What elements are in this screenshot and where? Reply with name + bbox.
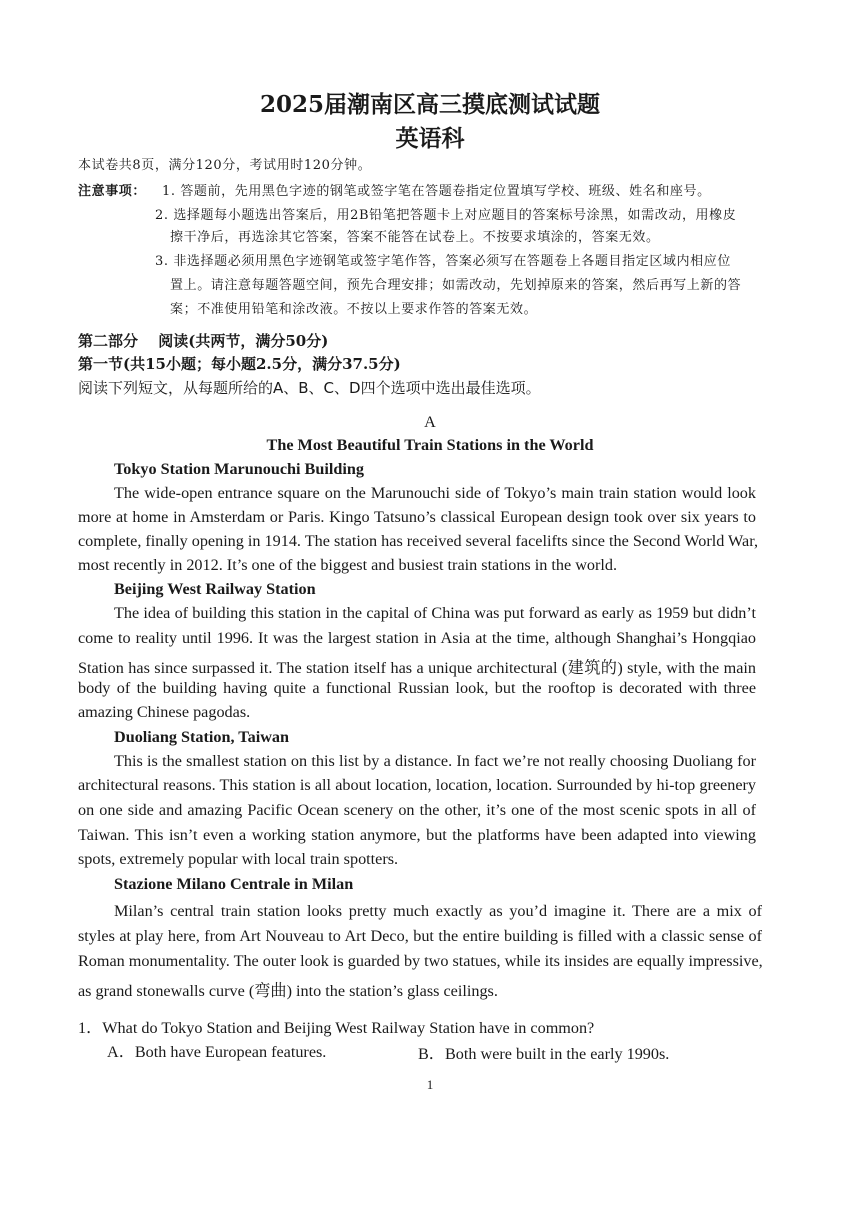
paragraph-line: Taiwan. This isn’t even a working station anymore, but the platforms have been adapted into viewing <box>78 826 756 844</box>
notice-item-2-line-1: 2. 选择题每小题选出答案后，用2B铅笔把答题卡上对应题目的答案标号涂黑，如需改动，用橡皮 <box>155 208 737 223</box>
passage-letter: A <box>424 413 436 431</box>
paragraph-line: most recently in 2012. It’s one of the biggest and busiest train stations in the world. <box>78 556 618 574</box>
paragraph-line: Milan’s central train station looks pretty much exactly as you’d imagine it. There are a mix of <box>114 902 762 920</box>
question-1-option-a: A．Both have European features. <box>107 1043 327 1061</box>
paragraph-line: on one side and amazing Pacific Ocean scenery on the other, it’s one of the most scenic spots in all of <box>78 801 756 819</box>
exam-info: 本试卷共8页，满分120分，考试用时120分钟。 <box>78 158 372 173</box>
paragraph-line: The idea of building this station in the capital of China was put forward as early as 1959 but didn’t <box>114 604 756 622</box>
station-heading-duoliang: Duoliang Station, Taiwan <box>114 728 289 746</box>
paragraph-line: This is the smallest station on this list by a distance. In fact we’re not really choosing Duoliang for <box>114 752 756 770</box>
paragraph-line: come to reality until 1996. It was the largest station in Asia at the time, although Shanghai’s Hongqiao <box>78 629 756 647</box>
exam-title: 2025届潮南区高三摸底测试试题 <box>259 91 600 118</box>
paragraph-line: complete, finally opening in 1914. The station has received several facelifts since the Second World War, <box>78 532 759 550</box>
paragraph-line: The wide-open entrance square on the Marunouchi side of Tokyo’s main train station would look <box>114 484 756 502</box>
question-1-option-b: B．Both were built in the early 1990s. <box>418 1045 670 1063</box>
station-heading-milan: Stazione Milano Centrale in Milan <box>114 875 354 893</box>
subject-title: 英语科 <box>395 125 465 152</box>
notice-item-3-line-1: 3. 非选择题必须用黑色字迹钢笔或签字笔作答，答案必须写在答题卷上各题目指定区域内相应位 <box>155 254 731 269</box>
notice-item-1: 1. 答题前，先用黑色字迹的钢笔或签字笔在答题卷指定位置填写学校、班级、姓名和座号。 <box>162 184 711 199</box>
paragraph-line: spots, extremely popular with local train spotters. <box>78 850 399 868</box>
station-heading-tokyo: Tokyo Station Marunouchi Building <box>114 460 364 478</box>
paragraph-line: Station has since surpassed it. The station itself has a unique architectural (建筑的) style, with the main <box>78 659 756 677</box>
part-heading: 第二部分 阅读(共两节，满分50分) <box>78 332 329 350</box>
paragraph-line: amazing Chinese pagodas. <box>78 703 251 721</box>
paragraph-line: as grand stonewalls curve (弯曲) into the station’s glass ceilings. <box>78 982 498 1000</box>
paragraph-line: more at home in Amsterdam or Paris. Kingo Tatsuno’s classical European design took over six years to <box>78 508 756 526</box>
notice-item-3-line-3: 案；不准使用铅笔和涂改液。不按以上要求作答的答案无效。 <box>170 302 538 317</box>
page-number: 1 <box>426 1077 434 1092</box>
notice-item-3-line-2: 置上。请注意每题答题空间，预先合理安排；如需改动，先划掉原来的答案，然后再写上新的答 <box>170 278 742 293</box>
passage-title: The Most Beautiful Train Stations in the World <box>266 436 594 454</box>
paragraph-line: Roman monumentality. The outer look is guarded by two statues, while its insides are equally impressive, <box>78 952 763 970</box>
paragraph-line: styles at play here, from Art Nouveau to Art Deco, but the entire building is filled with a classic sense of <box>78 927 762 945</box>
reading-instruction: 阅读下列短文，从每题所给的A、B、C、D四个选项中选出最佳选项。 <box>78 379 541 397</box>
paragraph-line: body of the building having quite a functional Russian look, but the rooftop is decorated with three <box>78 679 756 697</box>
notice-label: 注意事项： <box>78 184 147 199</box>
paragraph-line: architectural reasons. This station is all about location, location, location. Surrounded by hi-top greenery <box>78 776 756 794</box>
question-1-stem: 1．What do Tokyo Station and Beijing West Railway Station have in common? <box>78 1019 595 1037</box>
station-heading-beijing: Beijing West Railway Station <box>114 580 316 598</box>
notice-item-2-line-2: 擦干净后，再选涂其它答案，答案不能答在试卷上。不按要求填涂的，答案无效。 <box>170 230 660 245</box>
section-heading: 第一节(共15小题；每小题2.5分，满分37.5分) <box>78 355 401 373</box>
